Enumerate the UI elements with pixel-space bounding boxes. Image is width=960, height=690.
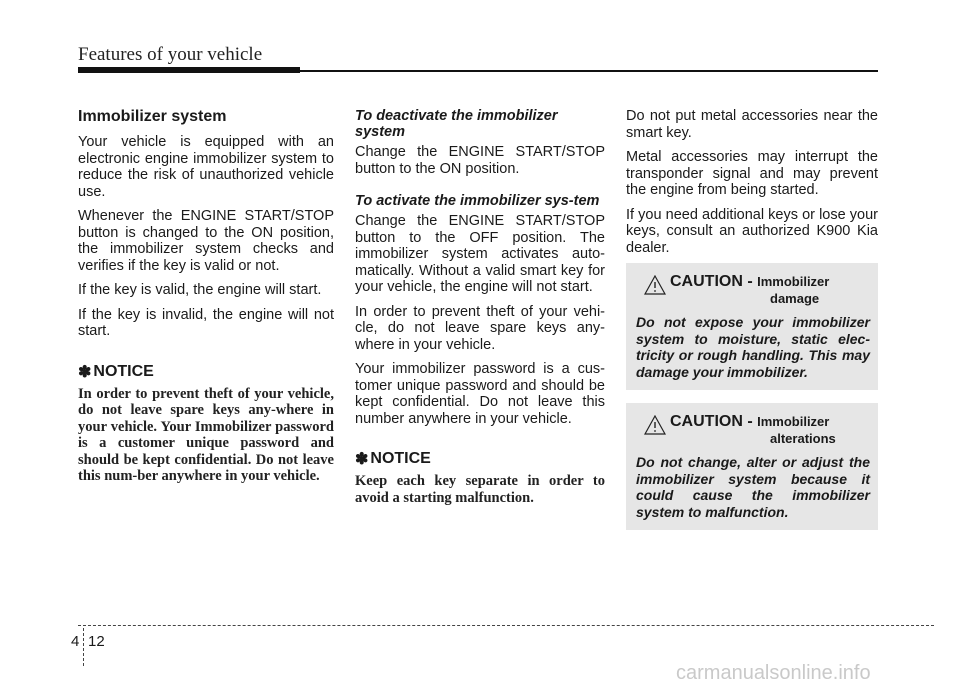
caution-subtitle: Immobilizer <box>757 414 830 429</box>
caution-titles <box>670 413 870 446</box>
caution-subtitle-line2: damage <box>770 291 820 306</box>
notice-star-icon: ✽ <box>355 451 369 468</box>
column-left <box>78 108 334 485</box>
deactivate-text: Change the ENGINE START/STOP button to the ON position. <box>355 144 605 177</box>
chapter-number: 4 <box>71 633 80 650</box>
notice-text: In order to prevent theft of your vehicle, do not leave spare keys any-where in your vehicle. Your Immobilizer password is a customer unique password and should be kept confidential. Do not leave this num-ber anywhere in your vehicle. <box>78 385 334 484</box>
caution-box-alterations <box>626 403 878 530</box>
footer-page-separator <box>83 628 84 666</box>
activate-text: Change the ENGINE START/STOP button to the OFF position. The immobilizer system activates auto-matically. Without a valid smart key for your vehicle, the engine will not start. <box>355 213 605 295</box>
paragraph: Do not put metal accessories near the smart key. <box>626 108 878 141</box>
caution-text: Do not expose your immobilizer system to moisture, static elec-tricity or rough handling. This may damage your immobilizer. <box>636 314 870 380</box>
notice-text: Keep each key separate in order to avoid a starting malfunction. <box>355 473 605 506</box>
header-rule-thick <box>78 67 300 73</box>
section-heading: Immobilizer system <box>78 108 227 125</box>
notice-heading <box>355 449 605 469</box>
caution-header <box>636 273 870 306</box>
watermark: carmanualsonline.info <box>676 662 871 684</box>
header-rule-thin <box>300 70 878 72</box>
warning-triangle-icon <box>644 415 666 435</box>
caution-subtitle: Immobilizer <box>757 274 830 289</box>
paragraph: If the key is valid, the engine will start. <box>78 282 322 298</box>
paragraph: Metal accessories may interrupt the transponder signal and may prevent the engine from being started. <box>626 149 878 198</box>
footer-divider <box>78 625 934 626</box>
paragraph: Whenever the ENGINE START/STOP button is changed to the ON position, the immobilizer system checks and verifies if the key is valid or not. <box>78 208 334 274</box>
column-right <box>626 108 878 264</box>
column-middle <box>355 108 605 506</box>
page-header-title: Features of your vehicle <box>78 44 263 65</box>
caution-titles <box>670 273 870 306</box>
activate-heading: To activate the immobilizer sys-tem <box>355 193 600 209</box>
caution-box-damage <box>626 263 878 390</box>
notice-heading <box>78 362 334 382</box>
caution-label: CAUTION - <box>670 413 753 430</box>
caution-text: Do not change, alter or adjust the immobilizer system because it could cause the immobilizer system to malfunction. <box>636 454 870 520</box>
deactivate-heading: To deactivate the immobilizer system <box>355 108 558 140</box>
paragraph: In order to prevent theft of your vehi-cle, do not leave spare keys any-where in your vehicle. <box>355 303 605 353</box>
page-number: 12 <box>88 633 105 650</box>
paragraph: Your vehicle is equipped with an electronic engine immobilizer system to reduce the risk of unauthorized vehicle use. <box>78 134 334 200</box>
caution-subtitle-line2: alterations <box>770 431 836 446</box>
paragraph: If you need additional keys or lose your keys, consult an authorized K900 Kia dealer. <box>626 206 878 256</box>
notice-title: NOTICE <box>370 450 431 467</box>
caution-header <box>636 413 870 446</box>
paragraph: Your immobilizer password is a cus-tomer unique password and should be kept confidential. Do not leave this number anywhere in your vehicle. <box>355 361 605 427</box>
caution-label: CAUTION - <box>670 273 753 290</box>
paragraph: If the key is invalid, the engine will not start. <box>78 306 334 339</box>
warning-triangle-icon <box>644 275 666 295</box>
notice-title: NOTICE <box>93 362 154 380</box>
notice-star-icon: ✽ <box>78 363 92 381</box>
